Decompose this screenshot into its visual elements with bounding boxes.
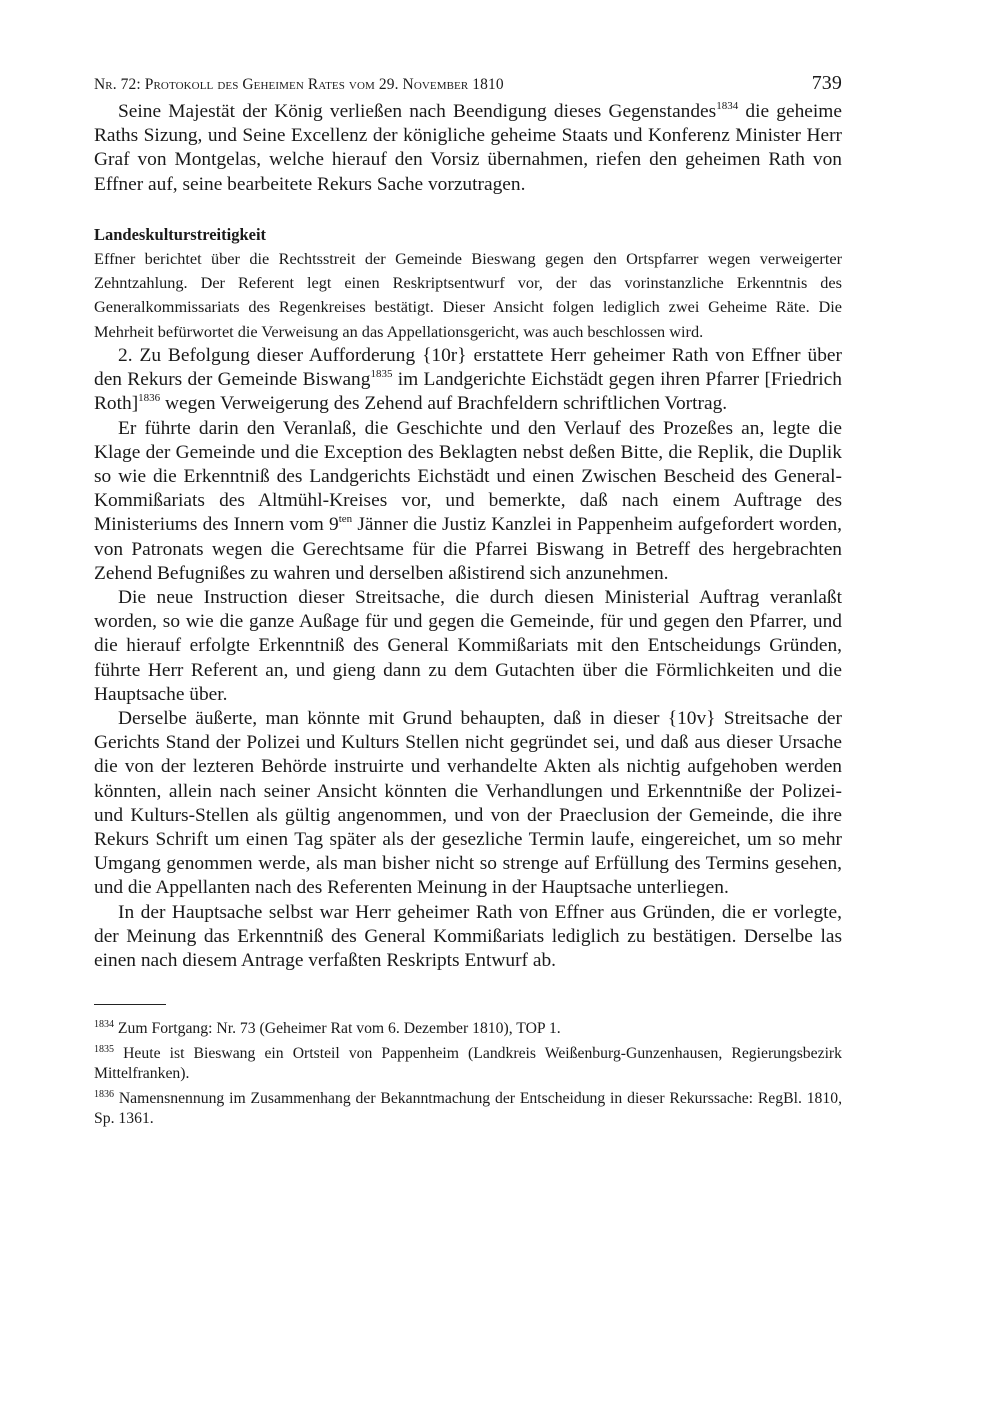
footnote — [94, 1019, 842, 1039]
footnotes — [94, 1019, 842, 1129]
text-run: wegen Verweigerung des Zehend auf Brachfeldern schriftlichen Vortrag. — [160, 393, 728, 415]
paragraph: Die neue Instruction dieser Streitsache, die durch diesen Ministerial Auftrag veranlaßt worden, so wie die ganze Außage für und gegen die Gemeinde, für und gegen den Pfarrer, und die hierauf erfolgte Erkenntniß des General Kommißariats mit den Entscheidungs Gründen, führte Herr Referent an, und gieng dann zu dem Gutachten über die Förmlichkeiten und die Hauptsache über. — [94, 587, 842, 705]
agenda-item — [94, 223, 842, 344]
text-run: Seine Majestät der König verließen nach Beendigung dieses Gegenstandes — [118, 101, 717, 122]
paragraph — [94, 344, 842, 417]
paragraph: Derselbe äußerte, man könnte mit Grund behaupten, daß in dieser {10v} Streitsache der Gerichts Stand der Polizei und Kulturs Stellen nicht gegründet sei, und daß aus dieser Ursache die von der lezteren Behörde instruirte und verhandelte Akten als nichtig aufgehoben werden könnten, allein nach seiner Ansicht könnten die Verhandlungen und Erkenntniße der Polizei- und Kulturs-Stellen als gültig angenommen, und von der Praeclusion der Gemeinde, die ihre Rekurs Schrift um einen Tag später als der gesezliche Termin laufe, eingereichet, um so mehr Umgang genommen werde, als man bisher nicht so strenge auf Erfüllung des Termins gesehen, und die Appellanten nach des Referenten Meinung in der Hauptsache unterliegen. — [94, 708, 842, 899]
footnote-number: 1834 — [94, 1019, 114, 1031]
running-header — [94, 70, 842, 100]
text-run: Er führte darin den Veranlaß, die Geschichte und den Verlauf des Prozeßes an, legte die Klage der Gemeinde und die Exception des Beklagten nebst deßen Bitte, die Replik, die Duplik so wie die Erkenntniß des Landgerichts Eichstädt und einen Zwischen Bescheid des General-Kommißariats des Altmühl-Kreises vor, und bemerkte, daß nach einem Auftrage des Ministeriums des Innern vom 9 — [94, 417, 842, 536]
superscript: ten — [338, 513, 353, 526]
section-summary — [94, 247, 842, 344]
section-heading: Landeskulturstreitigkeit — [94, 224, 267, 244]
running-title: Nr. 72: Protokoll des Geheimen Rates vom 29. November 1810 — [94, 76, 504, 93]
document-page — [94, 70, 842, 1134]
intro-section — [94, 100, 842, 197]
text-run: Jänner die Justiz Kanzlei in Pappenheim aufgefordert worden, von Patronats wegen die Gerechtsame für die Pfarrei Biswang in Betreff des hergebrachten Zehend Befugnißes zu wahren und derselben aßistirend sich anzunehmen. — [94, 514, 843, 584]
footnote — [94, 1044, 842, 1084]
footnote-text: Heute ist Bieswang ein Ortsteil von Pappenheim (Landkreis Weißenburg-Gunzenhausen, Regierungsbezirk Mittelfranken). — [94, 1045, 842, 1083]
protocol-body — [94, 344, 842, 973]
text-run: 2. Zu Befolgung dieser Aufforderung {10r} erstattete Herr geheimer Rath von Effner über den Rekurs der Gemeinde Biswang — [94, 345, 842, 391]
summary-paragraph: Effner berichtet über die Rechtsstreit der Gemeinde Bieswang gegen den Ortspfarrer wegen verweigerter Zehntzahlung. Der Referent legt einen Reskriptsentwurf vor, der das vorinstanzliche Erkenntnis des Generalkommissariats des Regenkreises bestätigt. Dieser Ansicht folgen lediglich zwei Geheime Räte. Die Mehrheit befürwortet die Verweisung an das Appellationsgericht, was auch beschlossen wird. — [94, 248, 842, 341]
footnote-text: Zum Fortgang: Nr. 73 (Geheimer Rat vom 6. Dezember 1810), TOP 1. — [114, 1020, 561, 1038]
text-run: die geheime Raths Sizung, und Seine Excellenz der königliche geheime Staats und Konferenz Minister Herr Graf von Montgelas, welche hierauf den Vorsiz übernahmen, riefen den geheimen Rath von Effner auf, seine bearbeitete Rekurs Sache vorzutragen. — [94, 101, 842, 195]
footnote-ref[interactable]: 1836 — [138, 392, 161, 405]
paragraph-intro — [94, 100, 842, 197]
footnote-number: 1836 — [94, 1089, 114, 1101]
footnote-ref[interactable]: 1835 — [370, 368, 393, 381]
footnote-text: Namensnennung im Zusammenhang der Bekanntmachung der Entscheidung in dieser Rekurssache: RegBl. 1810, Sp. 1361. — [94, 1090, 842, 1128]
footnote-number: 1835 — [94, 1044, 114, 1056]
page-number: 739 — [811, 72, 842, 94]
footnote-divider — [94, 1004, 166, 1005]
paragraph — [94, 417, 842, 586]
text-run: im Landgerichte Eichstädt gegen ihren Pfarrer [Friedrich Roth] — [94, 369, 842, 415]
paragraph: In der Hauptsache selbst war Herr geheimer Rath von Effner aus Gründen, die er vorlegte, der Meinung das Erkenntniß des General Kommißariats lediglich zu bestätigen. Derselbe las einen nach diesem Antrage verfaßten Reskripts Entwurf ab. — [94, 901, 842, 972]
footnote — [94, 1089, 842, 1129]
footnote-ref[interactable]: 1834 — [716, 100, 739, 112]
